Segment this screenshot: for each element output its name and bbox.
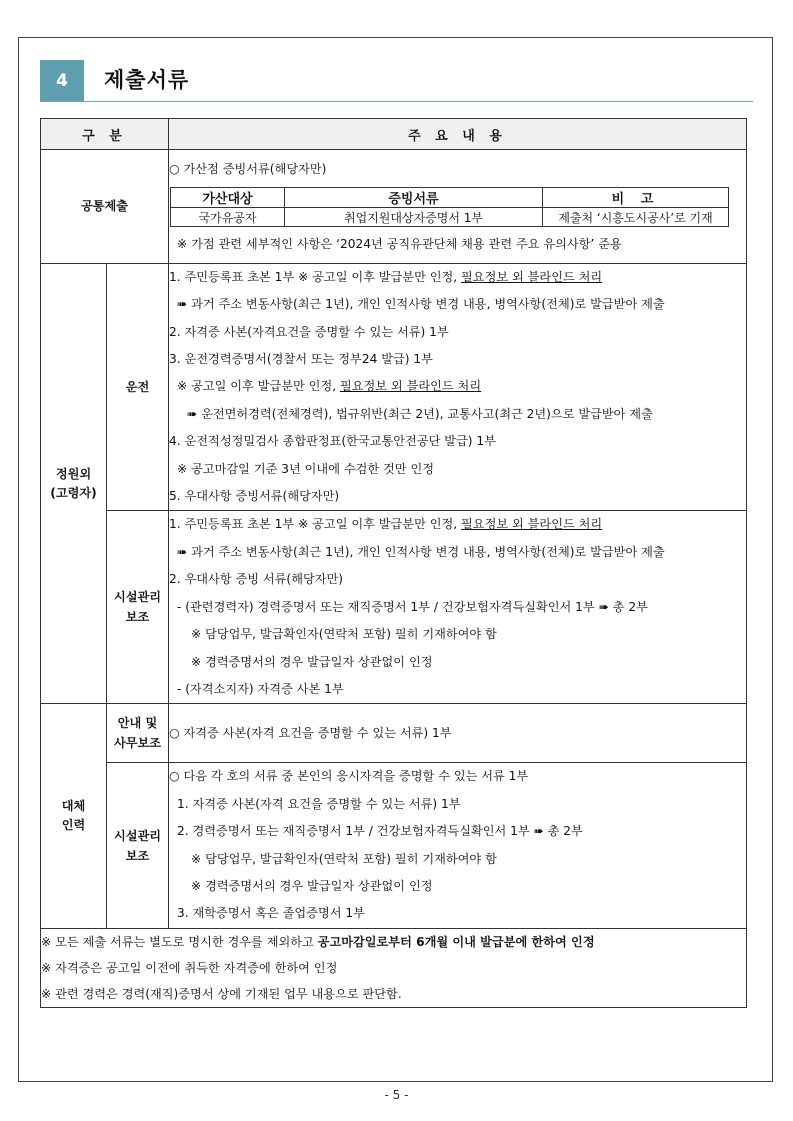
bonus-cell-target: 국가유공자 xyxy=(171,208,285,227)
bonus-table xyxy=(170,187,729,227)
section-title: 제출서류 xyxy=(104,68,190,92)
note-2: ※ 자격증은 공고일 이전에 취득한 자격증에 한하여 인정 xyxy=(41,960,338,975)
quota-label xyxy=(41,263,107,704)
substitute-facility-label-line2: 보조 xyxy=(125,848,150,863)
notes-content xyxy=(41,928,747,1007)
quota-facility-content xyxy=(169,511,747,704)
driving-line-5-underlined: 필요정보 외 블라인드 처리 xyxy=(339,379,482,394)
substitute-facility-line-4: ※ 담당업무, 발급확인자(연락처 포함) 필히 기재하여야 함 xyxy=(191,851,497,866)
bonus-header-doc: 증빙서류 xyxy=(285,188,543,208)
header-content: 주 요 내 용 xyxy=(169,119,747,150)
driving-line-2: ➠ 과거 주소 변동사항(최근 1년), 개인 인적사항 변경 내용, 병역사항(전체)로 발급받아 제출 xyxy=(177,297,665,312)
bonus-header-target: 가산대상 xyxy=(171,188,285,208)
quota-facility-line-5: ※ 담당업무, 발급확인자(연락처 포함) 필히 기재하여야 함 xyxy=(191,627,497,642)
substitute-facility-content xyxy=(169,763,747,928)
quota-facility-label-line2: 보조 xyxy=(125,610,150,625)
driving-line-4: 3. 운전경력증명서(경찰서 또는 정부24 발급) 1부 xyxy=(169,352,433,367)
driving-line-3: 2. 자격증 사본(자격요건을 증명할 수 있는 서류) 1부 xyxy=(169,324,449,339)
quota-label-line2: (고령자) xyxy=(50,485,97,500)
substitute-facility-line-1: ○ 다음 각 호의 서류 중 본인의 응시자격을 증명할 수 있는 서류 1부 xyxy=(169,769,529,784)
substitute-facility-line-5: ※ 경력증명서의 경우 발급일자 상관없이 인정 xyxy=(191,878,433,893)
common-row xyxy=(41,150,747,264)
substitute-guide-row xyxy=(41,704,747,763)
quota-facility-row xyxy=(41,511,747,704)
quota-facility-line-4: - (관련경력자) 경력증명서 또는 재직증명서 1부 / 건강보험자격득실확인서 1부 ➠ 총 2부 xyxy=(177,599,648,614)
substitute-facility-row xyxy=(41,763,747,928)
bonus-header-note: 비 고 xyxy=(543,188,729,208)
page-number: - 5 - xyxy=(384,1088,409,1102)
driving-label: 운전 xyxy=(107,263,169,511)
bonus-cell-note: 제출처 ‘시흥도시공사’로 기재 xyxy=(543,208,729,227)
section-number-badge: 4 xyxy=(40,60,84,102)
driving-line-8: ※ 공고마감일 기준 3년 이내에 수검한 것만 인정 xyxy=(177,461,435,476)
quota-facility-label-line1: 시설관리 xyxy=(113,590,162,605)
substitute-facility-label-line1: 시설관리 xyxy=(113,828,162,843)
quota-label-line1: 정원외 xyxy=(55,466,92,481)
note-3: ※ 관련 경력은 경력(재직)증명서 상에 기재된 업무 내용으로 판단함. xyxy=(41,986,402,1001)
substitute-guide-line-1: ○ 자격증 사본(자격 요건을 증명할 수 있는 서류) 1부 xyxy=(169,725,452,740)
driving-content xyxy=(169,263,747,511)
substitute-label-line2: 인력 xyxy=(61,818,86,833)
driving-line-1-text: 1. 주민등록표 초본 1부 ※ 공고일 이후 발급분만 인정, xyxy=(169,269,462,284)
driving-line-5 xyxy=(169,373,746,400)
notes-row xyxy=(41,928,747,1007)
common-label: 공통제출 xyxy=(41,150,169,264)
common-note: ※ 가점 관련 세부적인 사항은 ‘2024년 공직유관단체 채용 관련 주요 유의사항’ 준용 xyxy=(177,237,622,252)
substitute-label-line1: 대체 xyxy=(61,799,86,814)
quota-driving-row xyxy=(41,263,747,511)
substitute-guide-content xyxy=(169,704,747,763)
quota-facility-line-1-text: 1. 주민등록표 초본 1부 ※ 공고일 이후 발급분만 인정, xyxy=(169,517,462,532)
substitute-guide-label-line2: 사무보조 xyxy=(113,736,162,751)
driving-line-1 xyxy=(169,264,746,291)
common-intro: ○ 가산점 증빙서류(해당자만) xyxy=(169,162,327,176)
quota-facility-line-2: ➠ 과거 주소 변동사항(최근 1년), 개인 인적사항 변경 내용, 병역사항(전체)로 발급받아 제출 xyxy=(177,544,665,559)
bonus-table-row xyxy=(171,208,729,227)
table-header-row xyxy=(41,119,747,150)
quota-facility-line-7: - (자격소지자) 자격증 사본 1부 xyxy=(177,681,344,696)
substitute-facility-line-2: 1. 자격증 사본(자격 요건을 증명할 수 있는 서류) 1부 xyxy=(177,796,461,811)
driving-line-6: ➠ 운전면허경력(전체경력), 법규위반(최근 2년), 교통사고(최근 2년)으로 발급받아 제출 xyxy=(187,406,653,421)
quota-facility-line-6: ※ 경력증명서의 경우 발급일자 상관없이 인정 xyxy=(191,654,433,669)
substitute-facility-label xyxy=(107,763,169,928)
common-content xyxy=(169,150,747,264)
driving-line-9: 5. 우대사항 증빙서류(해당자만) xyxy=(169,489,340,504)
note-1-text: ※ 모든 제출 서류는 별도로 명시한 경우를 제외하고 xyxy=(41,934,318,949)
bonus-table-header xyxy=(171,188,729,208)
quota-facility-line-1 xyxy=(169,511,746,538)
submission-documents-table xyxy=(40,118,747,1008)
quota-facility-line-1-underlined: 필요정보 외 블라인드 처리 xyxy=(461,517,603,532)
driving-line-5-text: ※ 공고일 이후 발급분만 인정, xyxy=(177,379,340,394)
substitute-guide-label xyxy=(107,704,169,763)
driving-line-7: 4. 운전적성정밀검사 종합판정표(한국교통안전공단 발급) 1부 xyxy=(169,434,496,449)
driving-line-1-underlined: 필요정보 외 블라인드 처리 xyxy=(461,269,603,284)
substitute-facility-line-6: 3. 재학증명서 혹은 졸업증명서 1부 xyxy=(177,906,365,921)
section-divider xyxy=(40,101,753,102)
substitute-guide-label-line1: 안내 및 xyxy=(117,716,158,731)
quota-facility-line-3: 2. 우대사항 증빙 서류(해당자만) xyxy=(169,572,344,587)
note-1-bold: 공고마감일로부터 6개월 이내 발급분에 한하여 인정 xyxy=(317,934,595,949)
substitute-label xyxy=(41,704,107,928)
bonus-cell-doc: 취업지원대상자증명서 1부 xyxy=(285,208,543,227)
header-category: 구 분 xyxy=(41,119,169,150)
note-1 xyxy=(41,929,746,955)
substitute-facility-line-3: 2. 경력증명서 또는 재직증명서 1부 / 건강보험자격득실확인서 1부 ➠ 총 2부 xyxy=(177,824,583,839)
quota-facility-label xyxy=(107,511,169,704)
